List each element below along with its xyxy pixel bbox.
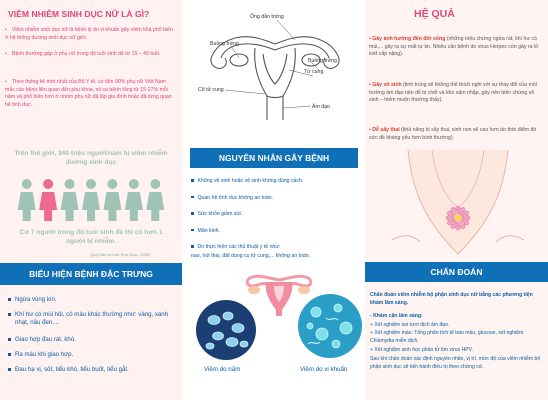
list-item: Ngứa vùng kín. — [8, 296, 178, 303]
bullet-icon — [191, 179, 194, 182]
bacteria-icon — [298, 294, 362, 358]
banner-diagnosis: CHẨN ĐOÁN — [365, 262, 548, 282]
list-item: Đau hạ vị, sốt, tiểu khó, tiểu buốt, tiểu gắt. — [8, 366, 178, 373]
torso-flower-illustration — [372, 150, 544, 258]
section-title-what-is: VIÊM NHIỄM SINH DỤC NỮ LÀ GÌ? — [8, 9, 150, 19]
person-figure-icon — [18, 179, 36, 221]
fungus-micrograph — [196, 300, 256, 360]
section-title-consequences: HỆ QUẢ — [414, 8, 455, 20]
list-item: Do thực hiện các thủ thuật y tế như: — [191, 244, 361, 250]
bullet-icon: • — [5, 27, 7, 33]
list-item: Mãn kinh. — [191, 228, 361, 234]
bullet-icon — [191, 245, 194, 248]
bullet-icon — [8, 298, 11, 301]
paragraph-statistics: • Theo thống kê mới nhất của Bộ Y tế, có đến 90% phụ nữ Việt Nam mắc các bệnh liên quan đến phụ khoa, số ca bệnh tăng từ 15-27% mỗi năm và phổ biến hơn ở nhóm phụ nữ đã lập gia đình hoặc đã từng quan hệ tình dục. — [5, 79, 172, 108]
fungus-cells-icon — [196, 300, 256, 360]
consequence-item: • Gây vô sinh (tinh trùng sẽ không thể thích nghi với sự thay đổi của môi trường âm đạo nên dễ bị chết và khó xâm nhập, gây nên biến chứng vô sinh – hiếm muộn thường thấy). — [369, 82, 537, 104]
bullet-icon — [8, 338, 11, 341]
source-citation: (Quỹ Dân số Liên Hợp Quốc, 2008) — [90, 253, 150, 257]
list-item: Khí hư có mùi hôi, có màu khác thường như: vàng, xanh nhạt, nâu đen,... — [8, 311, 178, 328]
banner-symptoms: BIỂU HIỆN BỆNH ĐẶC TRƯNG — [0, 263, 182, 285]
paragraph-age-range: • Bệnh thường gặp ở phụ nữ trong độ tuổi sinh đẻ từ 15 – 49 tuổi. — [5, 51, 161, 57]
bullet-icon — [191, 229, 194, 232]
bullet-icon — [8, 353, 11, 356]
label-fallopian-tube: Ống dẫn trứng — [250, 14, 284, 20]
consequence-item: • Dễ sẩy thai (khả năng bị sẩy thai, sinh non sẽ cao hơn do thời điểm đó sức đề kháng yếu hơn bình thường). — [369, 127, 537, 141]
bullet-icon — [191, 196, 194, 199]
bullet-icon: • — [5, 51, 7, 57]
person-figure-icon — [82, 179, 100, 221]
symptom-list — [8, 296, 178, 381]
label-ovary-right: Buồng trứng — [308, 58, 337, 64]
label-ovary-left: Buồng trứng — [210, 41, 239, 47]
person-figure-icon — [39, 179, 57, 221]
bullet-icon: • — [5, 79, 7, 85]
stat-world-cases: Trên thế giới, 340 triệu người/năm bị viêm nhiễm đường sinh dục — [14, 150, 168, 166]
label-fungal: Viêm do nấm — [204, 366, 241, 373]
list-item: Giao hợp đau rát, khó. — [8, 336, 178, 343]
diagnosis-line: + Xét nghiệm máu: Tổng phân tích tế bào máu, glucose, xét nghiệm Chlamydia miễn dịch. — [370, 330, 524, 344]
diagnosis-closing: Sau khi chẩn đoán xác định nguyên nhân, vị trí, mức độ của viêm nhiễm bộ phận sinh dục sẽ tiến hành điều trị theo chứng cứ. — [370, 356, 541, 370]
bullet-icon — [191, 212, 194, 215]
cause-list — [191, 178, 361, 270]
label-bacterial: Viêm do vi khuẩn — [300, 366, 348, 373]
person-figure-icon — [61, 179, 79, 221]
list-item: Sức khỏe giảm sút. — [191, 211, 361, 217]
diagnosis-line: + Xét nghiệm sinh học phân tử tìm virus HPV. — [370, 347, 474, 353]
people-icon-row — [16, 178, 166, 222]
label-uterus: Tử cung — [304, 69, 324, 75]
uterus-line-diagram — [195, 10, 355, 130]
person-figure-icon — [103, 179, 121, 221]
list-item: Không vệ sinh hoặc vệ sinh không đúng cách. — [191, 178, 361, 184]
bullet-icon — [8, 368, 11, 371]
bullet-icon: • — [369, 82, 373, 88]
diagnosis-line: + Xét nghiệm soi tươi dịch âm đạo. — [370, 322, 450, 328]
consequence-item: • Gây ảnh hưởng đến đời sống (những triệu chứng ngứa rát, khí hư có mùi,... gây ra sự mất tự tin. Nhiều căn bệnh do virus Herpes còn gây ra lở loét cấp nặng). — [369, 36, 539, 58]
person-figure-icon — [125, 179, 143, 221]
person-figure-icon — [146, 179, 164, 221]
label-cervix: Cổ tử cung — [198, 87, 224, 93]
diagnosis-exam-heading: - Khám cận lâm sàng: — [370, 313, 423, 319]
paragraph-definition: • Viêm nhiễm sinh dục nữ là bệnh lý do vi khuẩn gây viêm khá phổ biến ở hệ thống đường sinh dục nữ giới. — [5, 27, 173, 41]
bullet-icon: • — [369, 127, 373, 133]
banner-causes: NGUYÊN NHÂN GÂY BỆNH — [190, 148, 358, 168]
label-vagina: Âm đạo — [312, 104, 330, 110]
list-item-procedures: nạo, hút thai, đặt dụng cụ tử cung,... không an toàn. — [191, 253, 311, 259]
bacteria-micrograph — [298, 294, 362, 358]
stat-ratio: Cứ 7 người trong độ tuổi sinh đẻ thì có hơn 1 người bị nhiễm. — [19, 229, 163, 245]
list-item: Quan hệ tình dục không an toàn. — [191, 195, 361, 201]
bullet-icon: • — [369, 36, 373, 42]
diagnosis-intro: Chẩn đoán viêm nhiễm bộ phận sinh dục nữ bằng các phương tiện khám lâm sàng. — [370, 292, 533, 306]
bullet-icon — [8, 313, 11, 316]
list-item: Ra máu khi giao hợp. — [8, 351, 178, 358]
